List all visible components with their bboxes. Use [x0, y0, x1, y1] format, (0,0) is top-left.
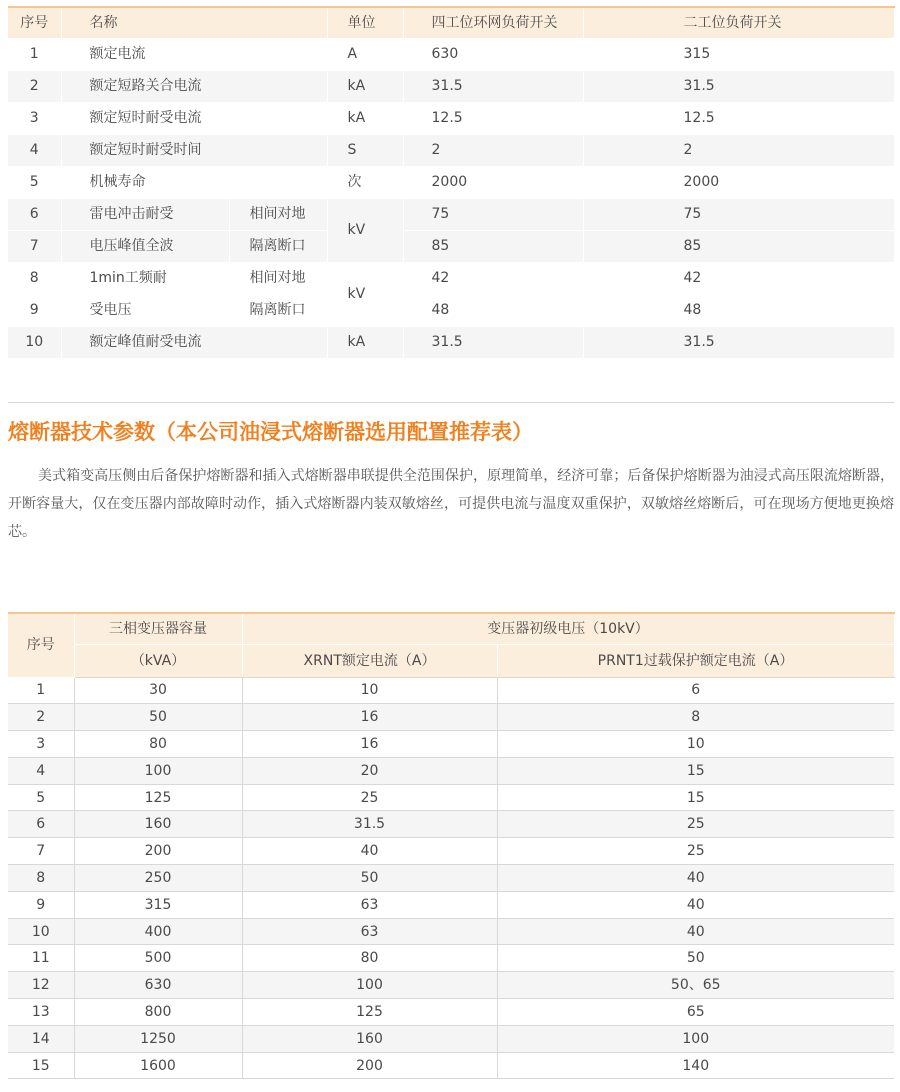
row-sub-name: 相间对地 [229, 198, 327, 230]
row-capacity: 30 [74, 677, 242, 704]
row-capacity: 315 [74, 891, 242, 918]
table-row [8, 945, 894, 972]
row-capacity: 1250 [74, 1025, 242, 1052]
row-prnt-current: 25 [497, 838, 894, 865]
row-two-value: 315 [583, 38, 894, 70]
table-row [8, 230, 894, 262]
row-capacity: 50 [74, 704, 242, 731]
row-xrnt-current: 10 [242, 677, 497, 704]
row-xrnt-current: 20 [242, 757, 497, 784]
table-row [8, 102, 894, 134]
row-capacity: 200 [74, 838, 242, 865]
row-capacity: 160 [74, 811, 242, 838]
row-unit: kA [327, 326, 403, 358]
row-prnt-current: 15 [497, 757, 894, 784]
row-unit: A [327, 38, 403, 70]
row-name: 受电压 [61, 294, 229, 326]
row-xrnt-current: 125 [242, 999, 497, 1026]
row-two-value: 31.5 [583, 70, 894, 102]
row-unit: 次 [327, 166, 403, 198]
row-two-value: 85 [583, 230, 894, 262]
row-xrnt-current: 63 [242, 918, 497, 945]
row-name: 雷电冲击耐受 [61, 198, 229, 230]
row-four-value: 85 [403, 230, 583, 262]
row-no: 4 [8, 757, 74, 784]
row-no: 11 [8, 945, 74, 972]
table-row [8, 838, 894, 865]
row-two-value: 75 [583, 198, 894, 230]
row-no: 1 [8, 38, 61, 70]
row-four-value: 75 [403, 198, 583, 230]
row-no: 2 [8, 704, 74, 731]
row-no: 9 [8, 294, 61, 326]
row-no: 10 [8, 918, 74, 945]
row-unit: kV [327, 262, 403, 326]
table-row [8, 262, 894, 294]
row-name: 额定短时耐受时间 [61, 134, 327, 166]
row-prnt-current: 6 [497, 677, 894, 704]
table-row [8, 166, 894, 198]
row-no: 14 [8, 1025, 74, 1052]
row-two-value: 31.5 [583, 326, 894, 358]
row-xrnt-current: 16 [242, 731, 497, 758]
row-no: 8 [8, 262, 61, 294]
row-xrnt-current: 160 [242, 1025, 497, 1052]
row-xrnt-current: 80 [242, 945, 497, 972]
row-sub-name: 隔离断口 [229, 294, 327, 326]
row-xrnt-current: 200 [242, 1052, 497, 1079]
table-row [8, 198, 894, 230]
row-sub-name: 相间对地 [229, 262, 327, 294]
table-row [8, 294, 894, 326]
row-xrnt-current: 25 [242, 784, 497, 811]
table-row [8, 757, 894, 784]
row-four-value: 42 [403, 262, 583, 294]
row-xrnt-current: 50 [242, 865, 497, 892]
section-description: 美式箱变高压侧由后备保护熔断器和插入式熔断器串联提供全范围保护，原理简单，经济可靠；后备保护熔断器为油浸式高压限流熔断器，开断容量大，仅在变压器内部故障时动作，插入式熔断器内装双敏熔丝，可提供电流与温度双重保护，双敏熔丝熔断后，可在现场方便地更换熔芯。 [8, 468, 894, 540]
row-four-value: 2000 [403, 166, 583, 198]
row-four-value: 630 [403, 38, 583, 70]
row-no: 7 [8, 230, 61, 262]
row-four-value: 48 [403, 294, 583, 326]
row-unit: kV [327, 198, 403, 262]
table-row [8, 1025, 894, 1052]
row-four-value: 31.5 [403, 326, 583, 358]
section-title: 熔断器技术参数（本公司油浸式熔断器选用配置推荐表） [8, 420, 533, 444]
header-four-position: 四工位环网负荷开关 [403, 7, 583, 38]
row-capacity: 630 [74, 972, 242, 999]
row-capacity: 400 [74, 918, 242, 945]
row-no: 6 [8, 811, 74, 838]
row-name: 额定电流 [61, 38, 327, 70]
section-divider [8, 402, 894, 403]
header-xrnt-current: XRNT额定电流（A） [242, 644, 497, 677]
fuse-table-body [8, 677, 894, 1079]
row-prnt-current: 100 [497, 1025, 894, 1052]
switch-params-table [8, 6, 895, 359]
row-name: 额定短路关合电流 [61, 70, 327, 102]
row-prnt-current: 140 [497, 1052, 894, 1079]
row-no: 6 [8, 198, 61, 230]
row-no: 3 [8, 102, 61, 134]
row-two-value: 12.5 [583, 102, 894, 134]
table-row [8, 38, 894, 70]
table-row [8, 1052, 894, 1079]
table-header-row [8, 7, 894, 38]
row-prnt-current: 50、65 [497, 972, 894, 999]
row-xrnt-current: 100 [242, 972, 497, 999]
row-no: 5 [8, 166, 61, 198]
row-no: 7 [8, 838, 74, 865]
row-prnt-current: 10 [497, 731, 894, 758]
row-xrnt-current: 40 [242, 838, 497, 865]
row-four-value: 2 [403, 134, 583, 166]
row-prnt-current: 25 [497, 811, 894, 838]
table-row [8, 70, 894, 102]
table-row [8, 918, 894, 945]
header-primary-voltage: 变压器初级电压（10kV） [242, 613, 894, 644]
row-capacity: 100 [74, 757, 242, 784]
row-capacity: 1600 [74, 1052, 242, 1079]
row-sub-name: 隔离断口 [229, 230, 327, 262]
table-row [8, 891, 894, 918]
row-no: 2 [8, 70, 61, 102]
row-prnt-current: 40 [497, 918, 894, 945]
row-name: 1min工频耐 [61, 262, 229, 294]
table-row [8, 999, 894, 1026]
row-name: 额定短时耐受电流 [61, 102, 327, 134]
row-no: 1 [8, 677, 74, 704]
row-name: 机械寿命 [61, 166, 327, 198]
row-no: 12 [8, 972, 74, 999]
row-no: 13 [8, 999, 74, 1026]
table-row [8, 731, 894, 758]
row-no: 5 [8, 784, 74, 811]
row-prnt-current: 65 [497, 999, 894, 1026]
row-prnt-current: 40 [497, 865, 894, 892]
header-capacity-unit: （kVA） [74, 644, 242, 677]
row-prnt-current: 15 [497, 784, 894, 811]
row-prnt-current: 40 [497, 891, 894, 918]
row-no: 4 [8, 134, 61, 166]
header-name: 名称 [61, 7, 327, 38]
table-header-row [8, 644, 894, 677]
row-capacity: 250 [74, 865, 242, 892]
row-xrnt-current: 31.5 [242, 811, 497, 838]
table-row [8, 134, 894, 166]
row-no: 8 [8, 865, 74, 892]
table-row [8, 704, 894, 731]
row-no: 9 [8, 891, 74, 918]
row-prnt-current: 8 [497, 704, 894, 731]
table-row [8, 326, 894, 358]
row-name: 额定峰值耐受电流 [61, 326, 327, 358]
row-no: 10 [8, 326, 61, 358]
row-xrnt-current: 16 [242, 704, 497, 731]
row-unit: kA [327, 102, 403, 134]
header-two-position: 二工位负荷开关 [583, 7, 894, 38]
header-no: 序号 [8, 613, 74, 677]
row-unit: S [327, 134, 403, 166]
row-two-value: 48 [583, 294, 894, 326]
row-capacity: 800 [74, 999, 242, 1026]
row-unit: kA [327, 70, 403, 102]
row-four-value: 31.5 [403, 70, 583, 102]
row-prnt-current: 50 [497, 945, 894, 972]
row-capacity: 125 [74, 784, 242, 811]
fuse-table [8, 612, 895, 1079]
row-capacity: 500 [74, 945, 242, 972]
row-four-value: 12.5 [403, 102, 583, 134]
row-name: 电压峰值全波 [61, 230, 229, 262]
table-row [8, 784, 894, 811]
table-row [8, 677, 894, 704]
header-prnt-current: PRNT1过载保护额定电流（A） [497, 644, 894, 677]
row-two-value: 2000 [583, 166, 894, 198]
row-two-value: 42 [583, 262, 894, 294]
table-row [8, 972, 894, 999]
header-capacity: 三相变压器容量 [74, 613, 242, 644]
row-two-value: 2 [583, 134, 894, 166]
table-row [8, 865, 894, 892]
header-unit: 单位 [327, 7, 403, 38]
row-capacity: 80 [74, 731, 242, 758]
row-no: 15 [8, 1052, 74, 1079]
table-row [8, 811, 894, 838]
header-no: 序号 [8, 7, 61, 38]
row-xrnt-current: 63 [242, 891, 497, 918]
table-header-row [8, 613, 894, 644]
row-no: 3 [8, 731, 74, 758]
